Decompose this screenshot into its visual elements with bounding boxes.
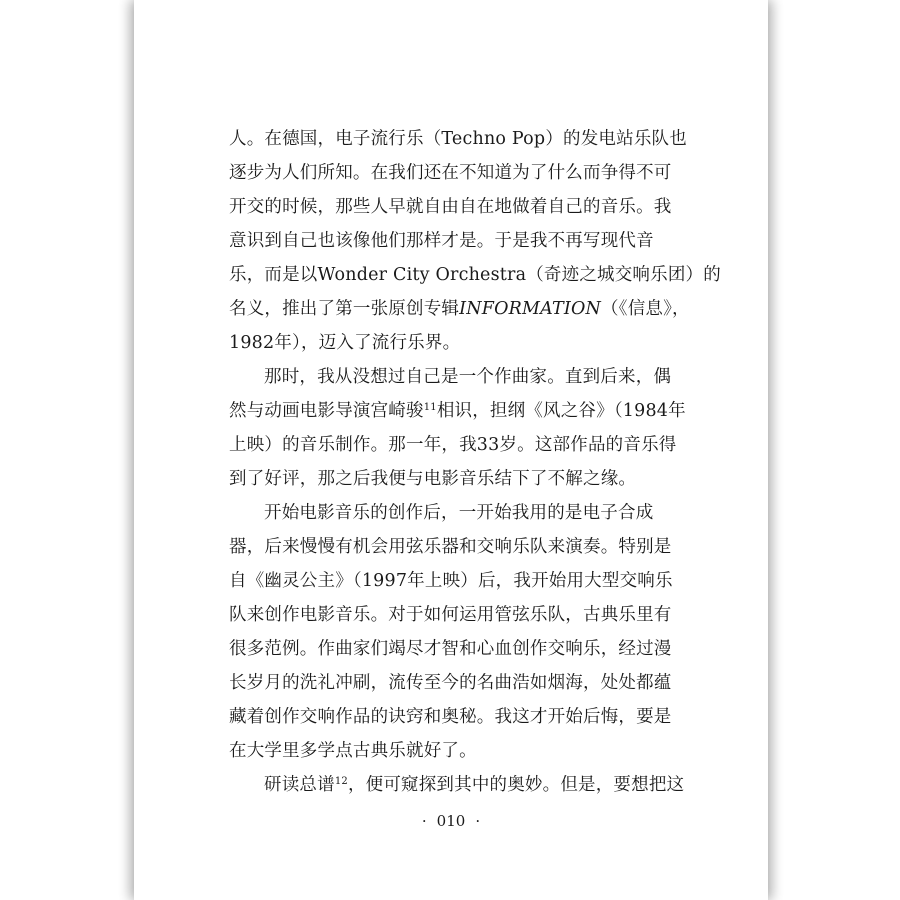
footnote-marker: 11 bbox=[423, 402, 437, 413]
text-run: 意识到自己也该像他们那样才是。于是我不再写现代音 bbox=[229, 231, 654, 251]
text-line bbox=[229, 428, 677, 462]
text-run: （《信息》， bbox=[601, 299, 690, 319]
text-line bbox=[229, 258, 721, 292]
folio-left-dot: · bbox=[421, 812, 427, 830]
text-run: 到了好评，那之后我便与电影音乐结下了不解之缘。 bbox=[229, 469, 637, 489]
text-line bbox=[229, 156, 672, 190]
body-text bbox=[229, 122, 721, 802]
text-run: 藏着创作交响作品的诀窍和奥秘。我这才开始后悔，要是 bbox=[229, 707, 672, 727]
text-run: 上映）的音乐制作。那一年，我33岁。这部作品的音乐得 bbox=[229, 435, 677, 455]
book-page bbox=[134, 0, 768, 900]
text-run: 相识，担纲《风之谷》（1984年 bbox=[436, 401, 686, 421]
text-line bbox=[229, 564, 673, 598]
text-run: 自《幽灵公主》（1997年上映）后，我开始用大型交响乐 bbox=[229, 571, 673, 591]
text-line bbox=[229, 190, 672, 224]
text-line bbox=[229, 666, 672, 700]
text-run: 名义，推出了第一张原创专辑 bbox=[229, 299, 460, 319]
text-line bbox=[229, 768, 685, 802]
text-line bbox=[229, 632, 672, 666]
text-line bbox=[229, 394, 686, 428]
footnote-marker: 12 bbox=[334, 776, 348, 787]
text-line bbox=[229, 598, 672, 632]
text-line bbox=[229, 700, 672, 734]
text-run: 开始电影音乐的创作后，一开始我用的是电子合成 bbox=[264, 503, 654, 523]
text-run: 然与动画电影导演宫崎骏 bbox=[229, 401, 424, 421]
text-line bbox=[229, 462, 649, 496]
text-run: 开交的时候，那些人早就自由自在地做着自己的音乐。我 bbox=[229, 197, 672, 217]
text-run: 那时，我从没想过自己是一个作曲家。直到后来，偶 bbox=[264, 367, 672, 387]
text-run: 人。在德国，电子流行乐（Techno Pop）的发电站乐队也 bbox=[229, 129, 687, 149]
text-line bbox=[229, 496, 654, 530]
text-line bbox=[229, 122, 687, 156]
text-run: 队来创作电影音乐。对于如何运用管弦乐队，古典乐里有 bbox=[229, 605, 672, 625]
text-run: 很多范例。作曲家们竭尽才智和心血创作交响乐，经过漫 bbox=[229, 639, 672, 659]
text-run: 逐步为人们所知。在我们还在不知道为了什么而争得不可 bbox=[229, 163, 672, 183]
text-run: 乐，而是以Wonder City Orchestra（奇迹之城交响乐团）的 bbox=[229, 265, 721, 285]
text-run: 在大学里多学点古典乐就好了。 bbox=[229, 741, 477, 761]
text-line bbox=[229, 224, 654, 258]
text-run: 器，后来慢慢有机会用弦乐器和交响乐队来演奏。特别是 bbox=[229, 537, 672, 557]
text-line bbox=[229, 292, 690, 326]
text-run: ，便可窥探到其中的奥妙。但是，要想把这 bbox=[347, 775, 685, 795]
folio-number: 010 bbox=[436, 812, 466, 830]
italic-title: INFORMATION bbox=[459, 299, 602, 319]
text-run: 1982年），迈入了流行乐界。 bbox=[229, 333, 461, 353]
folio-right-dot: · bbox=[475, 812, 481, 830]
text-run: 研读总谱 bbox=[264, 775, 335, 795]
text-line bbox=[229, 360, 672, 394]
text-line bbox=[229, 530, 672, 564]
text-run: 长岁月的洗礼冲刷，流传至今的名曲浩如烟海，处处都蕴 bbox=[229, 673, 672, 693]
text-line bbox=[229, 326, 649, 360]
page-number bbox=[134, 812, 768, 830]
text-line bbox=[229, 734, 649, 768]
